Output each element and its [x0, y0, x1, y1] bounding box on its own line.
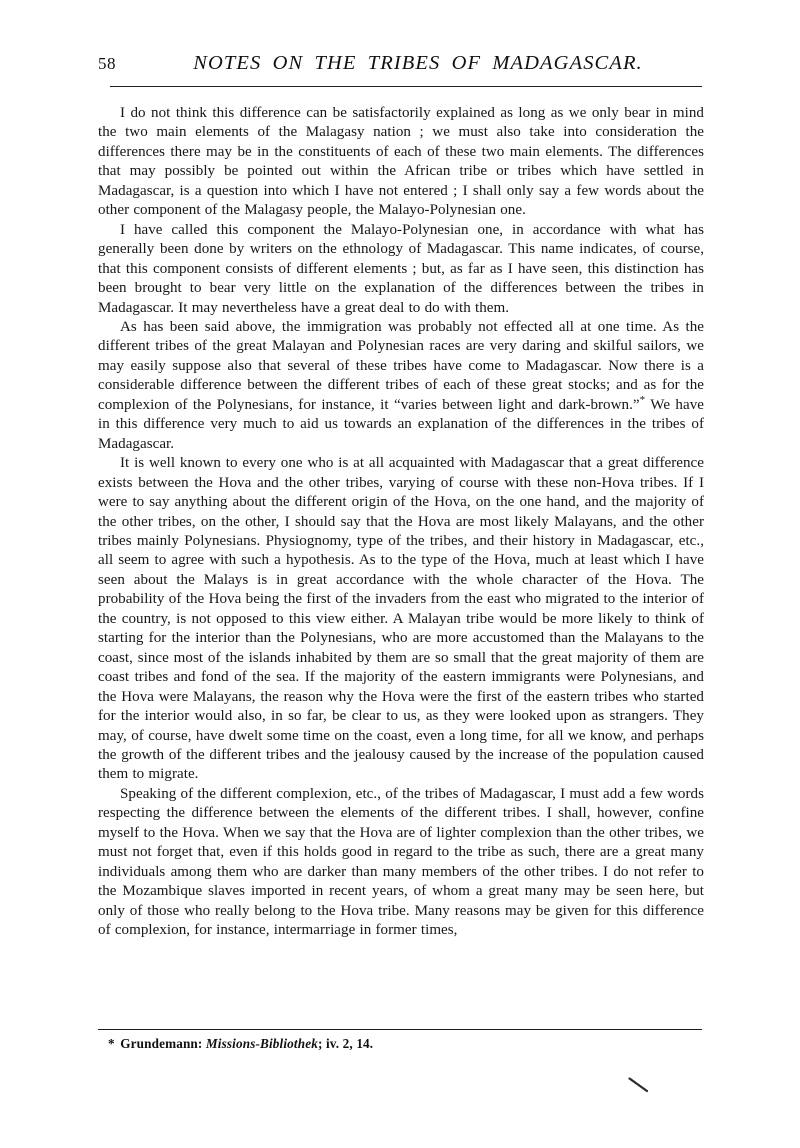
- footnote-author: Grundemann:: [120, 1036, 203, 1051]
- page-number: 58: [98, 54, 116, 73]
- paragraph-2: I have called this component the Malayo-Polynesian one, in accordance with what has generally been done by writers on the ethnology of Madagascar. This name indicates, of course, that this component consists of different elements ; but, as far as I have seen, this distinction has been brought to bear very little on the explanation of the differences between the tribes in Madagascar. It may nevertheless have a great deal to do with them.: [98, 221, 704, 316]
- footnote-reference: ; iv. 2, 14.: [317, 1036, 374, 1051]
- paragraph-3-main: As has been said above, the immigration was probably not effected all at one time. As the different tribes of the great Malayan and Polynesian races are very daring and skilful sailors, we may easily suppose also that several of these tribes have come to Madagascar. Now there is a considerable difference between the different tribes of each of these great stocks; and as for the complexion of the Polynesians, for instance, it “varies between light and dark-brown.”: [98, 318, 704, 413]
- header-rule: [110, 86, 702, 87]
- footnote: [98, 1035, 702, 1052]
- footnote-rule: [98, 1029, 702, 1030]
- paragraph-4: It is well known to every one who is at all acquainted with Madagascar that a great difference exists between the Hova and the other tribes, varying of course with these non-Hova tribes. If I were to say anything about the different origin of the Hova, on the one hand, and the majority of the other tribes, on the other, I should say that the Hova are most likely Malayans, and the other tribes mainly Polynesians. Physiognomy, type of the tribes, and their history in Madagascar, etc., all seem to agree with such a hypothesis. As to the type of the Hova, much at least which I have seen about the Malays is in great accordance with the whole character of the Hova. The probability of the Hova being the first of the invaders from the east who migrated to the interior of the country, is not opposed to this view either. A Malayan tribe would be more likely to think of starting for the interior than the Polynesians, who are more accustomed than the Malayans to the coast, since most of the islands inhabited by them are so small that the great majority of them are coast tribes and fond of the sea. If the majority of the eastern immigrants were Polynesians, and the Hova were Malayans, the reason why the Hova were the first of the eastern tribes who started for the interior would also, in so far, be clear to us, as they were looked upon as strangers. They may, of course, have dwelt some time on the coast, even a long time, for all we know, and perhaps the growth of the different tribes and the jealousy caused by the increase of the population caused them to migrate.: [98, 455, 704, 783]
- paragraph-3-tail: We have in this difference very much to aid us towards an explanation of the differences in the tribes of Madagascar.: [98, 396, 704, 452]
- scan-artifact-mark: [628, 1077, 650, 1093]
- paragraph-3: [98, 318, 704, 454]
- body-text: [98, 104, 704, 940]
- running-title: NOTES ON THE TRIBES OF MADAGASCAR.: [193, 52, 643, 74]
- paragraph-1: I do not think this difference can be satisfactorily explained as long as we only bear in mind the two main elements of the Malagasy nation ; we must also take into consideration the differences there may be in the constituents of each of these two main elements. The differences that may possibly be pointed out within the African tribe or tribes which have settled in Madagascar, is a question into which I have not entered ; I shall only say a few words about the other component of the Malagasy people, the Malayo-Polynesian one.: [98, 105, 704, 219]
- paragraph-5: Speaking of the different complexion, etc., of the tribes of Madagascar, I must add a few words respecting the difference between the elements of the different tribes. I shall, however, confine myself to the Hova. When we say that the Hova are of lighter complexion than the other tribes, we must not forget that, even if this holds good in regard to the tribe as such, there are a great many individuals among them who are darker than many members of the other tribes. I do not refer to the Mozambique slaves imported in recent years, of whom a great many may be seen here, but only of those who really belong to the Hova tribe. Many reasons may be given for this difference of complexion, for instance, intermarriage in former times,: [98, 785, 704, 939]
- running-head: [98, 52, 702, 82]
- footnote-marker: *: [108, 1036, 115, 1051]
- footnote-title: Missions-Bibliothek: [205, 1036, 318, 1051]
- footnote-reference-marker: *: [639, 393, 646, 406]
